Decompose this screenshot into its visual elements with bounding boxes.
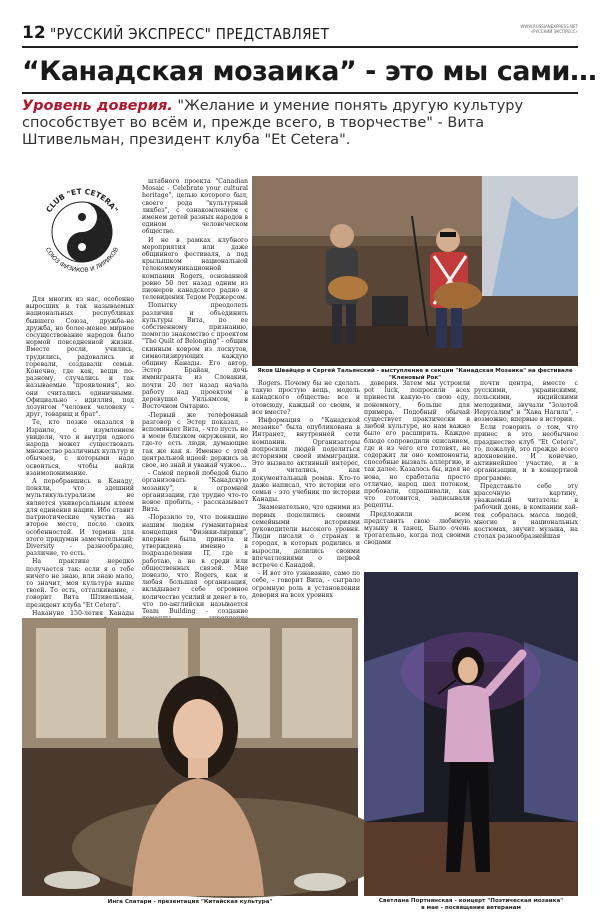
article-column-1 [26, 296, 134, 617]
inga-photo [22, 618, 358, 896]
paragraph: -Первый же телефонный разговор с Эстер показал, - вспоминает Вита, - что пусть не в моем близком окружении, но где-то есть люди, думающие так же как я. Именно с этой центральной идеей: держись за свое, но знай и уважай чужое... [142, 411, 248, 469]
paragraph: Знаменательно, что одними из первых поделились своими семейными историями руководители высокого уровня. Люди писали о странах и городах, в которых родились и выросли, делились своими впечатлениями о первой встрече с Канадой. [252, 504, 360, 570]
lead-kicker: Уровень доверия. [22, 98, 173, 114]
site-label [520, 24, 578, 34]
article-column-3 [252, 380, 360, 599]
paragraph: Представьте себе эту красочную картину, уважаемый читатель: в рабочий день, в компании хай-тек собралась масса людей, многие в национальных костюмах, звучит музыка, на столах разнообразнейшая [474, 482, 578, 541]
site-line-1: WWW.RUSSIANEXPRESS.NET [520, 24, 578, 29]
svetlana-photo [364, 572, 578, 896]
paragraph: - Самой первой победой было организовать "Канадскую мозаику", в огромной организации, где трудно что-то новое пробить, - рассказывает Вита. [142, 470, 248, 514]
band-photo-image [252, 176, 578, 366]
paragraph: штабного проекта "Canadian Mosaic - Celebrate your cultural heritage", целью которого был, своего рода "культурный ликбез", с ознакомлением с именем детей разных народов в едином человеческом обществе. [142, 178, 248, 236]
paragraph: почти центра, вместе с русскими, украинскими, польскими, индийскими мелодиями, звучали "Золотой Иерусалим" и "Хава Нагила", - возможно, впервые в истории. [474, 380, 578, 424]
yin-yang-logo-icon [26, 180, 138, 280]
headline: “Канадская мозаика” - это мы сами… [22, 56, 597, 87]
page-header [22, 22, 578, 48]
paragraph: Если говорить о том, что принес в это необычное празднество клуб "Et Cetera", то, пожалуй, это прежде всего вдохновение. И конечно, активнейшее участие, и в организации, и в концертной программе. [474, 424, 578, 482]
logo-top-text: CLUB "ET CETERA" [44, 186, 120, 215]
logo-bottom-text: СОЮЗ ФИЗИКОВ И ЛИРИКОВ [43, 246, 121, 275]
band-photo [252, 176, 578, 366]
article-column-4 [364, 380, 470, 568]
paragraph: -Поразило то, что понявшие нашим людям гуманитарная концепция "Физики-лирики", впервые была принята и утверждена именно в подразделении IT, где я работаю, а не в среди или общественных связей. Мне повезло, что Rogers, как и любая большая организация, вкладывает себе огромное количество усилий и денег в то, что по-английски называется Team Building - создание [142, 514, 248, 615]
article-column-2 [142, 178, 248, 614]
caption-line-2: в мае - посвящение ветеранам [421, 904, 521, 911]
paragraph: Попытку преодолеть различия и объединить культуры Вита, по ее собственному признанию, помогло знакомство с проектом "The Quilt of Belonging" - общим скинным ковром из лоскутов, символизирующих каждую общину Канады. Его автор, Эстер Брайан, дочь иммигранта из Словакии, почти 20 лет назад начала работу над проектом в деревушке Уильямсон, в Восточном Онтарио. [142, 302, 248, 411]
headline-rule [22, 92, 578, 94]
section-title: "РУССКИЙ ЭКСПРЕСС" ПРЕДСТАВЛЯЕТ [50, 25, 330, 43]
paragraph: Те, кто позже оказался в Израиле, с изумлением увидели, что и внутри одного народа может существовать множество различных культур и обычаев, с которыми надо освоиться, чтобы найти взаимопонимание. [26, 419, 134, 477]
club-logo [26, 180, 138, 280]
paragraph: - И вот это узнавание, само по себе, - говорит Вита, - сыграло огромную роль в установлении доверия на всех уровнях [252, 570, 360, 599]
inga-photo-image [22, 618, 358, 896]
caption-line-1: Светлана Портнянская - концерт "Поэтическая мозаика" [378, 898, 564, 904]
svetlana-photo-caption [364, 898, 578, 911]
band-photo-caption: Яков Швайцер и Сергей Тальянский - выступление в секции "Канадская Мозаика" на фестивале "Кленовый Рок" [257, 368, 573, 381]
site-line-2: «РУССКИЙ ЭКСПРЕСС» [530, 29, 578, 34]
page-number: 12 [22, 23, 46, 43]
paragraph: Предложили всем представить свою любимую музыку и танец. Было очень трогательно, когда под своими сводами [364, 510, 470, 547]
article-column-5 [474, 380, 578, 568]
svetlana-photo-image [364, 572, 578, 896]
paragraph: На практике нередко получается так: если я о тебе ничего не знаю, или знаю мало, то значит, моя культура выше твоей. То есть, отталкивание, - говорит Вита Штивельман, президент клуба "Et Cetera". [26, 558, 134, 609]
lead-paragraph [22, 98, 578, 149]
paragraph: Накануне 150-летия Канады [32, 609, 134, 617]
lead-text: "Желание и умение понять другую культуру способствует во всём и, прежде всего, в творчестве" - Вита Штивельман, президент клуба "Et Cetera". [22, 98, 524, 148]
paragraph: Информация о "Канадской мозаике" была опубликована в Интранет, внутренней сети компании. Организаторы попросили людей поделиться историями своей иммиграции. Это вызвало активный интерес, и читались, как документальный роман. Кто-то даже написал, что истории его семьи - это учебник по истории Канады. [252, 417, 360, 504]
paragraph: Rogers. Почему бы не сделать такую простую вещь, модель канадского общества: все и отовсюду, каждый со своим, и все вместе? [252, 380, 360, 416]
paragraph: Для многих из нас, особенно выросших в так называемых национальных республиках бывшего Союза, дружба-не дружба, но более-менее мирное сосуществование народов было нормой повседневной жизни. Вместе росли, учились, трудились, радовались и горевали, создавали семьи. Конечно, где как, вещи по-разному, случались и так называемые "проявления", но они считались единичными. Официально - идиллия, под лозунгом "человек человеку - друг, товарищ и брат". [26, 296, 134, 419]
paragraph: доверия. Затем мы устроили pot luck, попросили всех принести какую-то свою еду, понемногу, больше для примера. Подобный обычай существует практически в любой культуре, но нам важно было его расширить. Каждое блюдо сопроводили описанием, где и из чего его готовят, не содержит ли оно компоненты, способные вызвать аллергию, и так далее. Казалось бы, идея не нова, но сработала просто отлично, народ шел потоком, пробовали, спрашивали, как что готовится, записывали рецепты. [364, 380, 470, 510]
paragraph: И не в рамках клубного мероприятия или даже общинного фестиваля, а под крылышком национальной телекоммуникационной компании Rogers, основанной ровно 50 лет назад одним из пионеров канадского радио и телевидения Тедом Роджерсом. [142, 236, 248, 302]
paragraph: А перебравшись в Канаду, поняли, что здешний мультикультурализм не является универсальным клеем для единения нации. Ибо ставит патриотические чувства на второе место, после своих особенностей. И термин для этого придуман замечательный: Diversity - разнообразие, различие, то есть. [26, 478, 134, 558]
inga-photo-caption: Инга Спатари - презентация "Китайская культура" [107, 899, 273, 905]
